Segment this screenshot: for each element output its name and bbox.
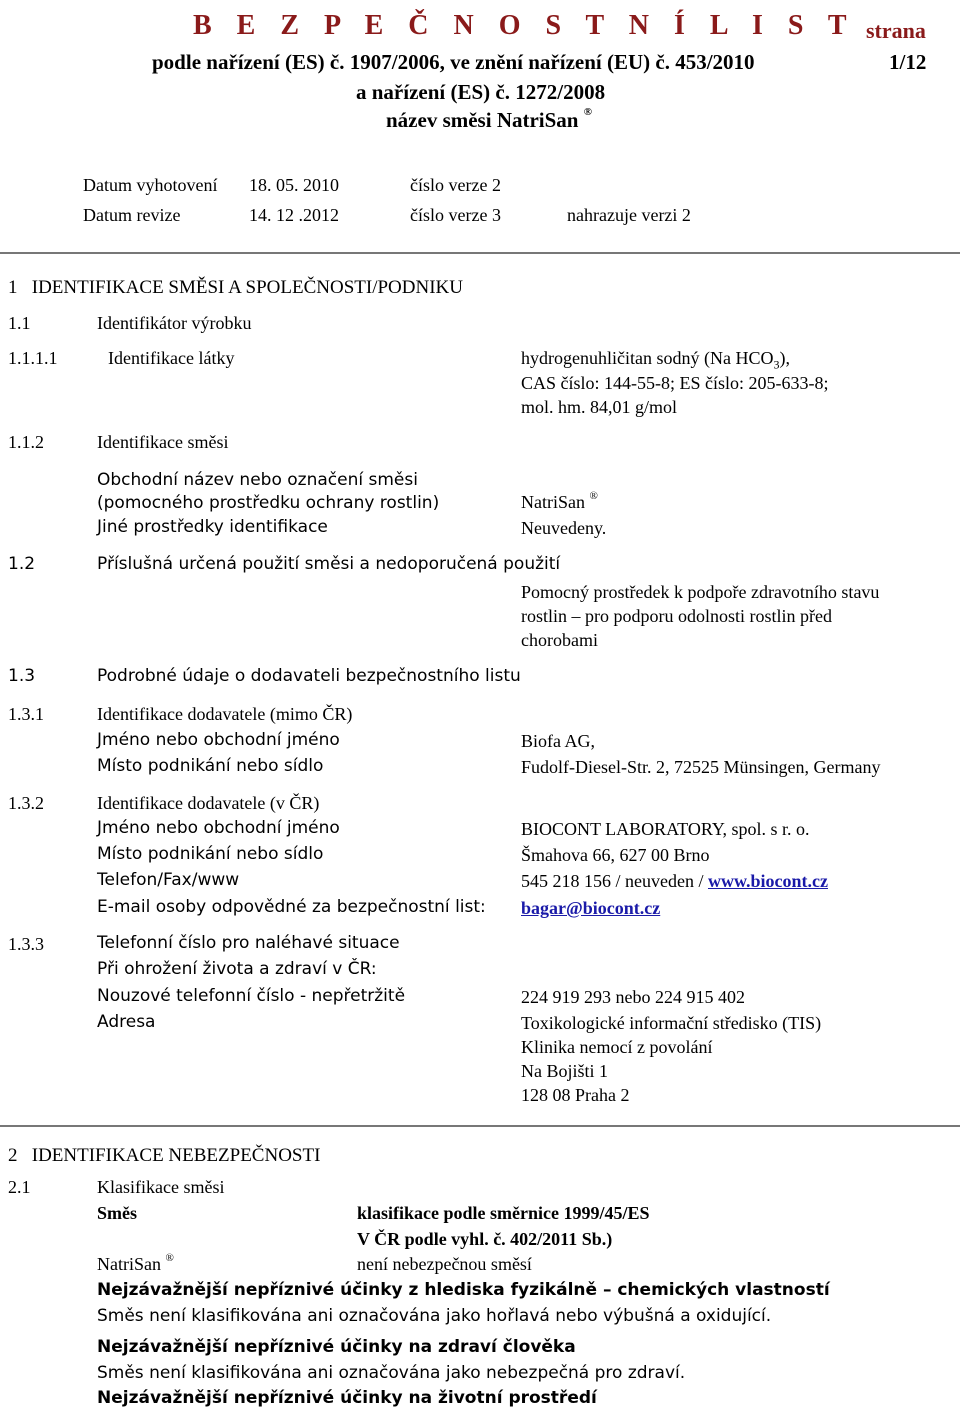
use-line-2: rostlin – pro podporu odolnosti rostlin před bbox=[521, 606, 832, 626]
s1-3-2-email-label: E-mail osoby odpovědné za bezpečnostní list: bbox=[97, 897, 486, 917]
s1-3-number: 1.3 bbox=[8, 666, 36, 686]
divider bbox=[0, 252, 960, 254]
revision-version: číslo verze 3 bbox=[410, 205, 501, 225]
s1-2-label: Příslušná určená použití směsi a nedoporučená použití bbox=[97, 554, 561, 574]
use-line-3: chorobami bbox=[521, 630, 598, 650]
product-classification: není nebezpečnou směsí bbox=[357, 1254, 532, 1274]
s1-1-2-label: Identifikace směsi bbox=[97, 432, 229, 452]
s1-3-2-number: 1.3.2 bbox=[8, 793, 44, 813]
substance-line-2: CAS číslo: 144-55-8; ES číslo: 205-633-8; bbox=[521, 373, 829, 393]
s1-3-2-phone-label: Telefon/Fax/www bbox=[97, 870, 240, 890]
page-label: strana bbox=[866, 18, 926, 43]
s1-3-1-address-label: Místo podnikání nebo sídlo bbox=[97, 756, 324, 776]
s2-1-number: 2.1 bbox=[8, 1177, 31, 1197]
address-line-3: Na Bojišti 1 bbox=[521, 1061, 609, 1081]
regulation-line-1: podle nařízení (ES) č. 1907/2006, ve znění nařízení (EU) č. 453/2010 bbox=[152, 50, 755, 74]
mixture-name: název směsi NatriSan ® bbox=[386, 106, 592, 132]
s1-3-2-address-value: Šmahova 66, 627 00 Brno bbox=[521, 845, 710, 865]
s1-1-1-1-number: 1.1.1.1 bbox=[8, 348, 58, 368]
address-label: Adresa bbox=[97, 1012, 156, 1032]
s1-1-number: 1.1 bbox=[8, 313, 31, 333]
s1-1-label: Identifikátor výrobku bbox=[97, 313, 252, 333]
s1-1-2-number: 1.1.2 bbox=[8, 432, 44, 452]
s1-1-1-1-label: Identifikace látky bbox=[108, 348, 235, 368]
revision-date: 14. 12 .2012 bbox=[249, 205, 339, 225]
physchem-heading: Nejzávažnější nepříznivé účinky z hlediska fyzikálně – chemických vlastností bbox=[97, 1280, 830, 1300]
classification-line-1: klasifikace podle směrnice 1999/45/ES bbox=[357, 1203, 650, 1223]
s1-3-1-address-value: Fudolf-Diesel-Str. 2, 72525 Münsingen, Germany bbox=[521, 757, 881, 777]
replaces-version: nahrazuje verzi 2 bbox=[567, 205, 691, 225]
classification-line-2: V ČR podle vyhl. č. 402/2011 Sb.) bbox=[357, 1229, 613, 1249]
prepared-label: Datum vyhotovení bbox=[83, 175, 218, 195]
s1-3-1-name-value: Biofa AG, bbox=[521, 731, 595, 751]
s1-3-2-label: Identifikace dodavatele (v ČR) bbox=[97, 793, 320, 813]
s1-3-1-number: 1.3.1 bbox=[8, 704, 44, 724]
emergency-value: 224 919 293 nebo 224 915 402 bbox=[521, 987, 745, 1007]
revision-label: Datum revize bbox=[83, 205, 181, 225]
other-id-label: Jiné prostředky identifikace bbox=[97, 517, 328, 537]
health-heading: Nejzávažnější nepříznivé účinky na zdraví člověka bbox=[97, 1337, 576, 1357]
address-line-1: Toxikologické informační středisko (TIS) bbox=[521, 1013, 822, 1033]
s2-1-label: Klasifikace směsi bbox=[97, 1177, 225, 1197]
mixture-label: Směs bbox=[97, 1203, 137, 1223]
prepared-date: 18. 05. 2010 bbox=[249, 175, 339, 195]
environment-heading: Nejzávažnější nepříznivé účinky na životní prostředí bbox=[97, 1388, 597, 1408]
trade-name-label-1: Obchodní název nebo označení směsi bbox=[97, 470, 418, 490]
s1-2-number: 1.2 bbox=[8, 554, 36, 574]
section-1-heading: 1 IDENTIFIKACE SMĚSI A SPOLEČNOSTI/PODNIKU bbox=[8, 277, 463, 298]
s1-3-2-name-label: Jméno nebo obchodní jméno bbox=[97, 818, 340, 838]
s1-3-3-label: Telefonní číslo pro naléhavé situace bbox=[97, 933, 400, 953]
product-name: NatriSan ® bbox=[97, 1252, 174, 1274]
s1-3-1-name-label: Jméno nebo obchodní jméno bbox=[97, 730, 340, 750]
address-line-2: Klinika nemocí z povolání bbox=[521, 1037, 713, 1057]
document-title: B E Z P E Č N O S T N Í L I S T bbox=[193, 10, 856, 41]
s1-3-2-phone-value: 545 218 156 / neuveden / www.biocont.cz bbox=[521, 871, 828, 891]
trade-name-value: NatriSan ® bbox=[521, 490, 598, 512]
s1-3-label: Podrobné údaje o dodavateli bezpečnostního listu bbox=[97, 666, 521, 686]
regulation-line-2: a nařízení (ES) č. 1272/2008 bbox=[356, 80, 606, 104]
email-link[interactable]: bagar@biocont.cz bbox=[521, 898, 661, 918]
substance-line-3: mol. hm. 84,01 g/mol bbox=[521, 397, 678, 417]
s1-3-2-name-value: BIOCONT LABORATORY, spol. s r. o. bbox=[521, 819, 810, 839]
emergency-label: Nouzové telefonní číslo - nepřetržitě bbox=[97, 986, 406, 1006]
s1-3-3-number: 1.3.3 bbox=[8, 934, 44, 954]
s1-3-1-label: Identifikace dodavatele (mimo ČR) bbox=[97, 704, 353, 724]
physchem-text: Směs není klasifikována ani označována jako hořlavá nebo výbušná a oxidující. bbox=[97, 1306, 772, 1326]
divider bbox=[0, 1125, 960, 1127]
use-line-1: Pomocný prostředek k podpoře zdravotního stavu bbox=[521, 582, 880, 602]
page-number: 1/12 bbox=[889, 50, 927, 74]
substance-line-1: hydrogenuhličitan sodný (Na $HCO_3$), bbox=[521, 348, 790, 372]
health-text: Směs není klasifikována ani označována jako nebezpečná pro zdraví. bbox=[97, 1363, 686, 1383]
section-2-heading: 2 IDENTIFIKACE NEBEZPEČNOSTI bbox=[8, 1145, 321, 1166]
address-line-4: 128 08 Praha 2 bbox=[521, 1085, 630, 1105]
s1-3-2-address-label: Místo podnikání nebo sídlo bbox=[97, 844, 324, 864]
website-link[interactable]: www.biocont.cz bbox=[707, 871, 828, 891]
trade-name-label-2: (pomocného prostředku ochrany rostlin) bbox=[97, 493, 440, 513]
other-id-value: Neuvedeny. bbox=[521, 518, 607, 538]
prepared-version: číslo verze 2 bbox=[410, 175, 501, 195]
s1-3-3-sublabel: Při ohrožení života a zdraví v ČR: bbox=[97, 959, 377, 979]
